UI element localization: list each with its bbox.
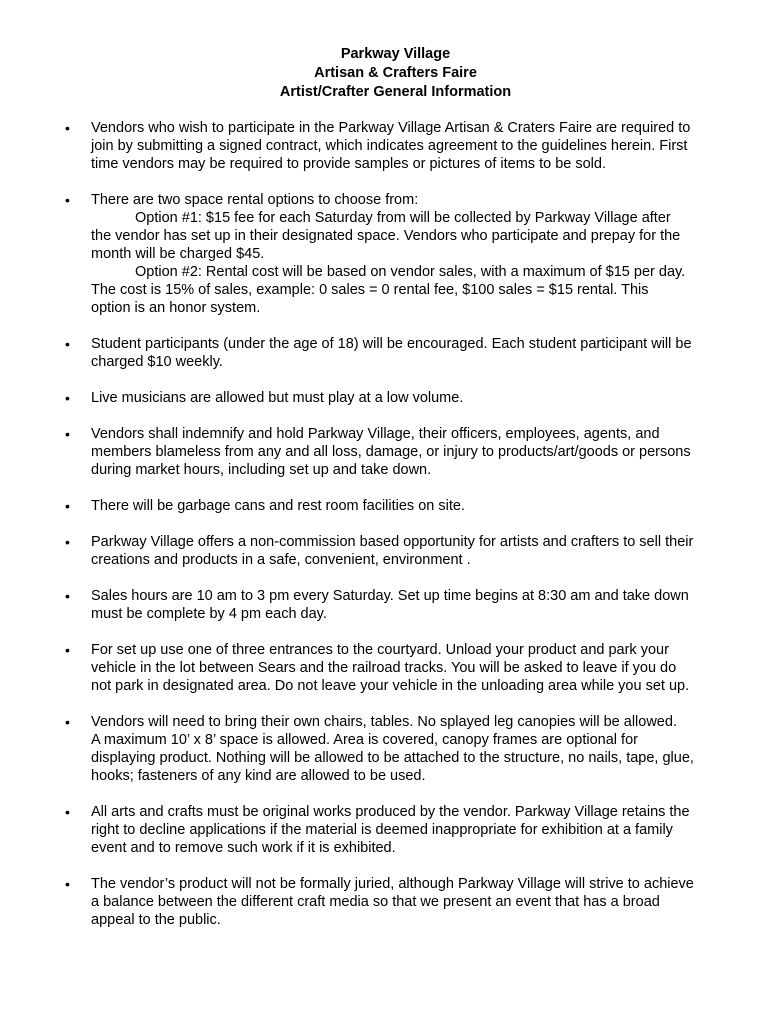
bullet-icon: •: [65, 804, 70, 820]
list-item-original-works: [56, 803, 730, 857]
list-item-text-line: All arts and crafts must be original works produced by the vendor. Parkway Village retains the: [91, 804, 690, 820]
list-item-text-line: must be complete by 4 pm each day.: [91, 606, 327, 622]
list-item-text-line: during market hours, including set up and take down.: [91, 462, 432, 478]
bullet-icon: •: [65, 120, 70, 136]
list-item-text-line: The vendor’s product will not be formally juried, although Parkway Village will strive to achieve: [91, 876, 694, 892]
list-item-equipment: [56, 713, 730, 785]
list-item-text-line: A maximum 10’ x 8’ space is allowed. Area is covered, canopy frames are optional for: [91, 732, 638, 748]
list-item-text-line: join by submitting a signed contract, which indicates agreement to the guidelines herein. First: [91, 138, 688, 154]
list-item-text-line: time vendors may be required to provide samples or pictures of items to be sold.: [91, 156, 606, 172]
list-item-student-participants: [56, 335, 730, 371]
bullet-icon: •: [65, 534, 70, 550]
list-item-text-line: month will be charged $45.: [91, 246, 265, 262]
list-item-text-line: displaying product. Nothing will be allowed to be attached to the structure, no nails, tape, glue,: [91, 750, 694, 766]
rental-option-1-text: Option #1: $15 fee for each Saturday from will be collected by Parkway Village after: [135, 210, 671, 226]
list-item-non-commission: [56, 533, 730, 569]
header-title: Parkway Village: [340, 46, 451, 62]
list-item-vendor-contract: [56, 119, 730, 173]
header-section-title: Artist/Crafter General Information: [279, 84, 512, 100]
list-item-facilities: [56, 497, 730, 515]
list-item-text-line: hooks; fasteners of any kind are allowed to be used.: [91, 768, 426, 784]
list-item-set-up-entrances: [56, 641, 730, 695]
list-item-indemnify: [56, 425, 730, 479]
list-item-text-line: Sales hours are 10 am to 3 pm every Saturday. Set up time begins at 8:30 am and take down: [91, 588, 689, 604]
list-item-text-line: There are two space rental options to choose from:: [91, 192, 419, 208]
bullet-icon: •: [65, 426, 70, 442]
list-item-rental-options: [56, 191, 730, 317]
list-item-text-line: Vendors will need to bring their own chairs, tables. No splayed leg canopies will be allowed.: [91, 714, 677, 730]
document-header: [56, 45, 730, 102]
list-item-live-musicians: [56, 389, 730, 407]
bullet-list: [56, 119, 730, 929]
bullet-icon: •: [65, 390, 70, 406]
list-item-sales-hours: [56, 587, 730, 623]
list-item-text-line: event and to remove such work if it is exhibited.: [91, 840, 396, 856]
list-item-text-line: For set up use one of three entrances to the courtyard. Unload your product and park your: [91, 642, 669, 658]
list-item-text-line: not park in designated area. Do not leave your vehicle in the unloading area while you set up.: [91, 678, 690, 694]
rental-option-2-text: Option #2: Rental cost will be based on vendor sales, with a maximum of $15 per day.: [135, 264, 686, 280]
list-item-jury: [56, 875, 730, 929]
list-item-text-line: Vendors shall indemnify and hold Parkway Village, their officers, employees, agents, and: [91, 426, 660, 442]
bullet-icon: •: [65, 876, 70, 892]
list-item-text-line: Parkway Village offers a non-commission based opportunity for artists and crafters to sell their: [91, 534, 694, 550]
bullet-icon: •: [65, 498, 70, 514]
bullet-icon: •: [65, 642, 70, 658]
list-item-text-line: Student participants (under the age of 18) will be encouraged. Each student participant will be: [91, 336, 692, 352]
list-item-text-line: The cost is 15% of sales, example: 0 sales = 0 rental fee, $100 sales = $15 rental. This: [91, 282, 649, 298]
list-item-text-line: Vendors who wish to participate in the Parkway Village Artisan & Craters Faire are required to: [91, 120, 691, 136]
bullet-icon: •: [65, 336, 70, 352]
list-item-text-line: appeal to the public.: [91, 912, 221, 928]
list-item-text-line: charged $10 weekly.: [91, 354, 223, 370]
list-item-text-line: vehicle in the lot between Sears and the railroad tracks. You will be asked to leave if you do: [91, 660, 677, 676]
bullet-icon: •: [65, 714, 70, 730]
list-item-text-line: a balance between the different craft media so that we present an event that has a broad: [91, 894, 660, 910]
list-item-text-line: right to decline applications if the material is deemed inappropriate for exhibition at a family: [91, 822, 673, 838]
list-item-text-line: members blameless from any and all loss, damage, or injury to products/art/goods or persons: [91, 444, 691, 460]
header-subtitle: Artisan & Crafters Faire: [314, 65, 477, 81]
list-item-text-line: the vendor has set up in their designated space. Vendors who participate and prepay for the: [91, 228, 681, 244]
bullet-icon: •: [65, 588, 70, 604]
list-item-text-line: option is an honor system.: [91, 300, 261, 316]
list-item-text-line: There will be garbage cans and rest room facilities on site.: [91, 498, 465, 514]
bullet-icon: •: [65, 192, 70, 208]
list-item-text-line: creations and products in a safe, convenient, environment .: [91, 552, 471, 568]
list-item-text-line: Live musicians are allowed but must play at a low volume.: [91, 390, 464, 406]
